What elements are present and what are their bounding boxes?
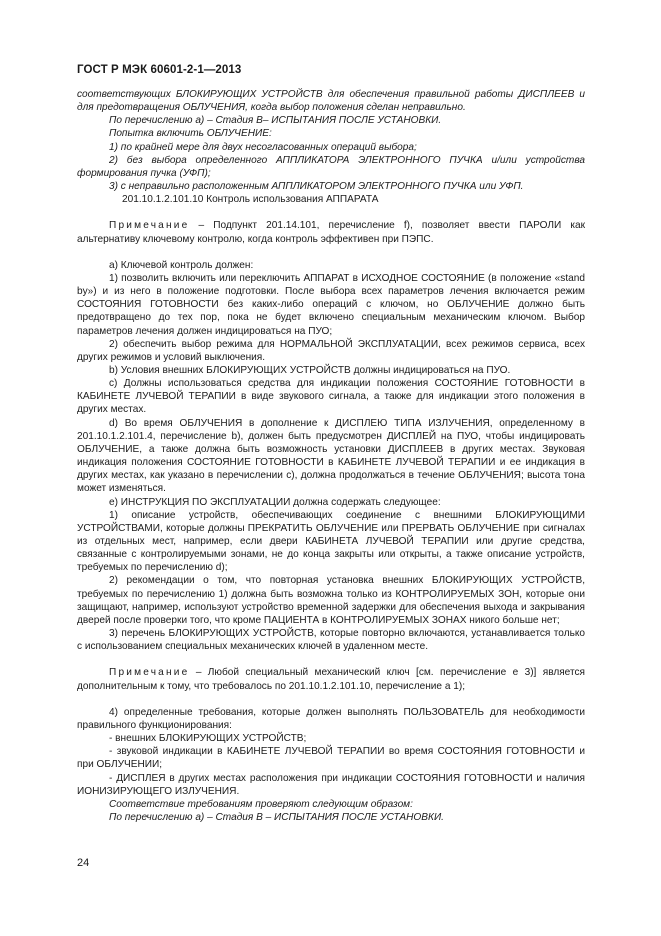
note-text: – Любой специальный механический ключ [см. перечисление е 3)] является дополнительным к тому, что требовалось по 201.10.1.2.101.10, перечисление а 1); xyxy=(77,667,585,692)
paragraph: 1) по крайней мере для двух несогласованных операций выбора; xyxy=(109,141,417,153)
paragraph: 4) определенные требования, которые должен выполнять ПОЛЬЗОВАТЕЛЬ для необходимости правильного функционирования: xyxy=(77,706,585,731)
paragraph: b) Условия внешних БЛОКИРУЮЩИХ УСТРОЙСТВ должны индицироваться на ПУО. xyxy=(109,364,511,376)
paragraph: a) Ключевой контроль должен: xyxy=(109,259,254,271)
list-item: - ДИСПЛЕЯ в других местах расположения при индикации СОСТОЯНИЯ ГОТОВНОСТИ и наличия ИОНИЗИРУЮЩЕГО ИЗЛУЧЕНИЯ. xyxy=(77,772,585,797)
paragraph: 1) описание устройств, обеспечивающих соединение с внешними БЛОКИРУЮЩИМИ УСТРОЙСТВАМИ, которые должны ПРЕКРАТИТЬ ОБЛУЧЕНИЕ или ПРЕРВАТЬ ОБЛУЧЕНИЕ при сигналах из отдельных мест, например, если двери КАБИНЕТА ЛУЧЕВОЙ ТЕРАПИИ или другие средства, связанные с контролируемыми зонами, не до конца закрыты или открыты, а также описание устройств, требуемых по перечислению d); xyxy=(77,509,585,574)
paragraph: d) Во время ОБЛУЧЕНИЯ в дополнение к ДИСПЛЕЮ ТИПА ИЗЛУЧЕНИЯ, определенному в 201.10.1.2.101.4, перечисление b), должен быть предусмотрен ДИСПЛЕЙ на ПУО, чтобы индицировать ОБЛУЧЕНИЕ, а также должна быть возможность установки ДИСПЛЕЕВ в других местах. Звуковая индикация положения СОСТОЯНИЕ ГОТОВНОСТИ в КАБИНЕТЕ ЛУЧЕВОЙ ТЕРАПИИ и ее индикация в других местах, как указано в перечислении c), должна продолжаться в течение ОБЛУЧЕНИЯ; высота тона может изменяться. xyxy=(77,417,585,495)
paragraph: 2) обеспечить выбор режима для НОРМАЛЬНОЙ ЭКСПЛУАТАЦИИ, всех режимов сервиса, всех других режимов и условий выключения. xyxy=(77,338,585,363)
subclause-heading: 201.10.1.2.101.10 Контроль использования АППАРАТА xyxy=(122,194,379,206)
paragraph: Соответствие требованиям проверяют следующим образом: xyxy=(109,798,413,810)
list-item: - звуковой индикации в КАБИНЕТЕ ЛУЧЕВОЙ ТЕРАПИИ во время СОСТОЯНИЯ ГОТОВНОСТИ и при ОБЛУЧЕНИИ; xyxy=(77,746,585,771)
paragraph: 3) перечень БЛОКИРУЮЩИХ УСТРОЙСТВ, которые повторно включаются, устанавливается только с использованием специальных механических ключей в удаленном месте. xyxy=(77,628,585,653)
note-label: Примечание xyxy=(109,220,190,232)
paragraph: 2) рекомендации о том, что повторная установка внешних БЛОКИРУЮЩИХ УСТРОЙСТВ, требуемых по перечислению 1) должна быть возможна только из КОНТРОЛИРУЕМЫХ ЗОН, которые они защищают, например, используют устройство временной задержки для обеспечения выхода и закрывания дверей после проверки того, что кроме ПАЦИЕНТА в КОНТРОЛИРУЕМЫХ ЗОНАХ никого больше нет; xyxy=(77,575,585,626)
note-paragraph xyxy=(77,666,585,692)
note-text: – Подпункт 201.14.101, перечисление f), позволяет ввести ПАРОЛИ как альтернативу ключевому контролю, когда контроль эффективен при ПЭПС. xyxy=(77,220,585,245)
paragraph: c) Должны использоваться средства для индикации положения СОСТОЯНИЕ ГОТОВНОСТИ в КАБИНЕТЕ ЛУЧЕВОЙ ТЕРАПИИ в виде звукового сигнала, а также для индикации этого положения в других местах. xyxy=(77,378,585,416)
paragraph: По перечислению а) – Стадия В – ИСПЫТАНИЯ ПОСЛЕ УСТАНОВКИ. xyxy=(109,811,444,823)
paragraph: 2) без выбора определенного АППЛИКАТОРА ЭЛЕКТРОННОГО ПУЧКА и/или устройства формирования пучка (УФП); xyxy=(77,154,585,179)
paragraph: 3) с неправильно расположенным АППЛИКАТОРОМ ЭЛЕКТРОННОГО ПУЧКА или УФП. xyxy=(109,181,524,193)
paragraph: e) ИНСТРУКЦИЯ ПО ЭКСПЛУАТАЦИИ должна содержать следующее: xyxy=(109,496,441,508)
paragraph: Попытка включить ОБЛУЧЕНИЕ: xyxy=(109,128,272,140)
document-body xyxy=(77,88,585,824)
list-item: - внешних БЛОКИРУЮЩИХ УСТРОЙСТВ; xyxy=(109,733,307,745)
paragraph: соответствующих БЛОКИРУЮЩИХ УСТРОЙСТВ для обеспечения правильной работы ДИСПЛЕЕВ и для предотвращения ОБЛУЧЕНИЯ, когда выбор положения сделан неправильно. xyxy=(77,89,585,114)
note-paragraph xyxy=(77,219,585,245)
paragraph: 1) позволить включить или переключить АППАРАТ в ИСХОДНОЕ СОСТОЯНИЕ (в положение «stand by») и из него в положение подготовки. После выбора всех параметров лечения включается режим СОСТОЯНИЯ ГОТОВНОСТИ без каких-либо операций с ключом, но ОБЛУЧЕНИЕ должно быть предотвращено до тех пор, пока не будет включено специальным механическим ключом. Выбор параметров лечения должен индицироваться на ПУО; xyxy=(77,272,585,337)
paragraph: По перечислению а) – Стадия В– ИСПЫТАНИЯ ПОСЛЕ УСТАНОВКИ. xyxy=(109,115,442,127)
document-header: ГОСТ Р МЭК 60601-2-1—2013 xyxy=(77,64,242,76)
note-label: Примечание xyxy=(109,667,190,679)
page-number: 24 xyxy=(77,857,90,869)
